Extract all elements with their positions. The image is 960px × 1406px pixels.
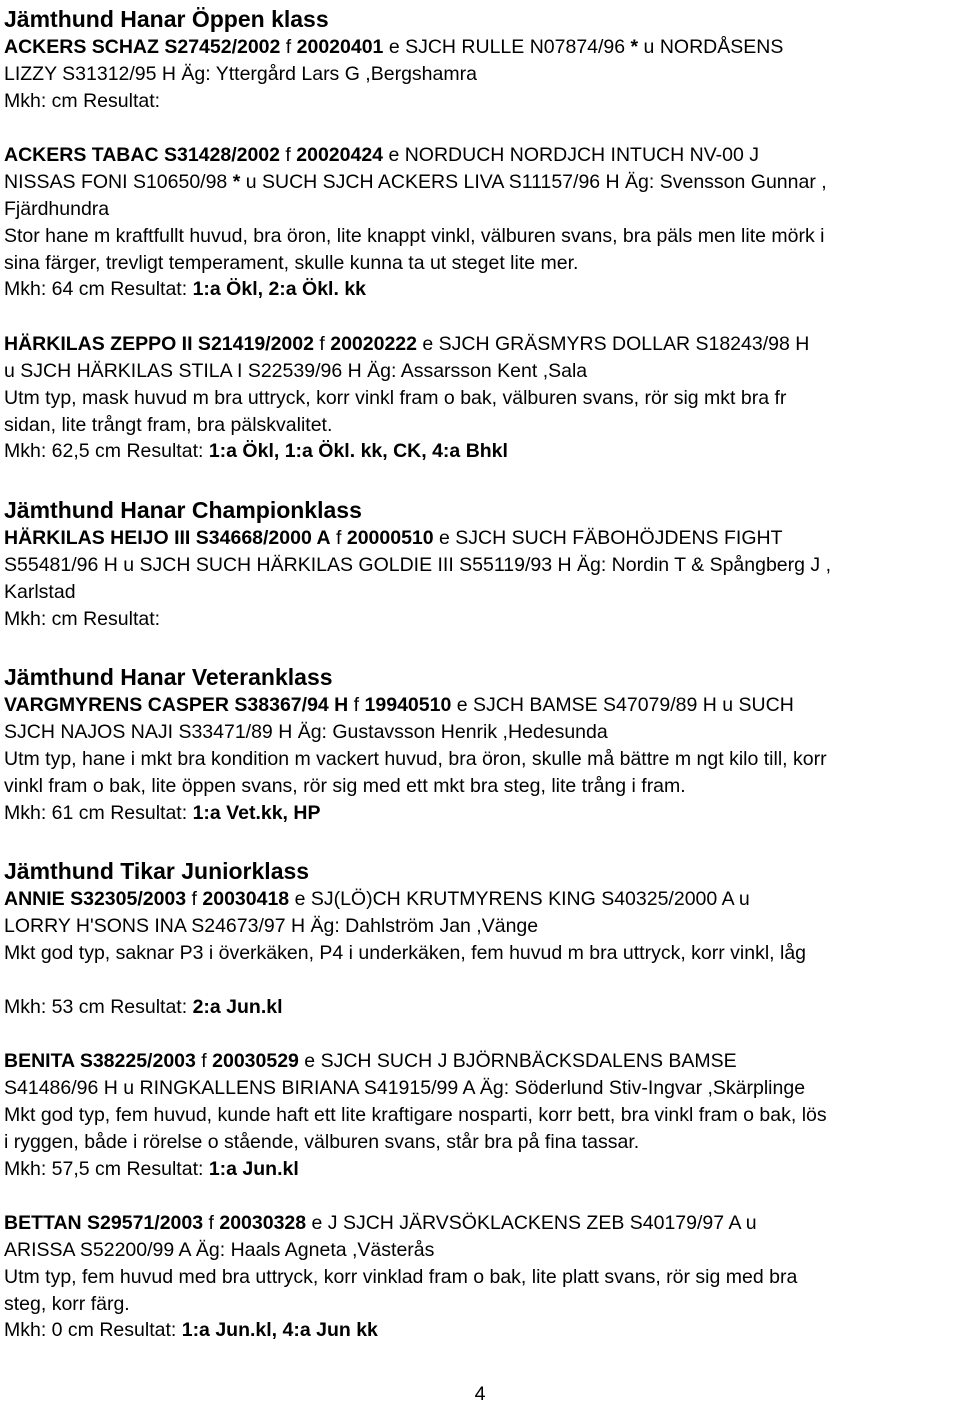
pedigree-line (4, 196, 956, 223)
pedigree-bold-text: HÄRKILAS HEIJO III S34668/2000 A (4, 527, 331, 550)
results-page (4, 4, 956, 1344)
pedigree-text: S55481/96 H u SJCH SUCH HÄRKILAS GOLDIE III S55119/93 H Äg: Nordin T & Spångberg J , (4, 553, 831, 576)
dog-entry (4, 34, 956, 114)
pedigree-line (4, 142, 956, 169)
pedigree-text: f (313, 333, 331, 356)
class-heading: Jämthund Hanar Öppen klass (4, 6, 329, 32)
entry-spacer (4, 114, 956, 142)
result-label: Mkh: 62,5 cm Resultat: (4, 440, 209, 463)
pedigree-line (4, 1237, 956, 1264)
result-label: Mkh: 64 cm Resultat: (4, 278, 193, 301)
entry-spacer (4, 1020, 956, 1048)
pedigree-text: u SUCH SJCH ACKERS LIVA S11157/96 H Äg: Svensson Gunnar , (240, 171, 827, 194)
class-heading: Jämthund Tikar Juniorklass (4, 858, 310, 885)
pedigree-line (4, 719, 956, 746)
pedigree-bold-text: 19940510 (364, 694, 452, 717)
result-award: 2:a Jun.kl (192, 995, 283, 1018)
dog-entry (4, 886, 956, 1020)
pedigree-bold-text: BETTAN S29571/2003 (4, 1212, 204, 1235)
pedigree-bold-text: BENITA S38225/2003 (4, 1050, 196, 1073)
pedigree-bold-text: VARGMYRENS CASPER S38367/94 H (4, 694, 349, 717)
pedigree-bold-text: ACKERS TABAC S31428/2002 (4, 144, 280, 167)
pedigree-bold-text: 20000510 (346, 527, 434, 550)
pedigree-text: SJCH NAJOS NAJI S33471/89 H Äg: Gustavsson Henrik ,Hedesunda (4, 721, 608, 744)
pedigree-bold-text: ANNIE S32305/2003 (4, 888, 187, 911)
result-label: Mkh: 57,5 cm Resultat: (4, 1157, 209, 1180)
pedigree-text: e SJCH BAMSE S47079/89 H u SUCH (451, 694, 794, 717)
pedigree-line (4, 886, 956, 913)
result-label: Mkh: cm Resultat: (4, 607, 161, 630)
result-label: Mkh: 0 cm Resultat: (4, 1319, 182, 1342)
class-section (4, 495, 956, 632)
entry-spacer (4, 303, 956, 331)
section-spacer (4, 826, 956, 856)
pedigree-text: u NORDÅSENS (638, 36, 784, 58)
pedigree-text: e SJCH SUCH J BJÖRNBÄCKSDALENS BAMSE (298, 1050, 737, 1073)
pedigree-text: LORRY H'SONS INA S24673/97 H Äg: Dahlström Jan ,Vänge (4, 915, 539, 938)
pedigree-text: f (280, 144, 297, 167)
pedigree-bold-text: * (630, 36, 639, 58)
result-line (4, 1156, 956, 1183)
pedigree-line (4, 358, 956, 385)
class-section (4, 856, 956, 1344)
pedigree-bold-text: 20030529 (212, 1050, 299, 1073)
result-award: 1:a Ökl, 1:a Ökl. kk, CK, 4:a Bhkl (208, 440, 508, 463)
class-heading: Jämthund Hanar Championklass (4, 497, 362, 524)
critique-line: Stor hane m kraftfullt huvud, bra öron, lite knappt vinkl, välburen svans, bra päls men lite mörk i (4, 224, 825, 247)
critique-line: steg, korr färg. (4, 1292, 130, 1315)
pedigree-text: Fjärdhundra (4, 197, 110, 220)
pedigree-line (4, 169, 956, 196)
pedigree-text: e SJCH SUCH FÄBOHÖJDENS FIGHT (433, 527, 783, 550)
pedigree-text: ARISSA S52200/99 A Äg: Haals Agneta ,Västerås (4, 1239, 435, 1262)
pedigree-bold-text: 20020424 (296, 144, 384, 167)
pedigree-text: Karlstad (4, 580, 76, 603)
pedigree-text: e SJCH GRÄSMYRS DOLLAR S18243/98 H (417, 333, 810, 356)
pedigree-line (4, 913, 956, 940)
pedigree-text: f (186, 888, 203, 911)
result-award: 1:a Vet.kk, HP (192, 801, 321, 824)
pedigree-line (4, 525, 956, 552)
pedigree-line (4, 692, 956, 719)
pedigree-line (4, 1075, 956, 1102)
result-line (4, 606, 956, 633)
result-line (4, 800, 956, 827)
critique-line: Utm typ, hane i mkt bra kondition m vackert huvud, bra öron, skulle må bättre m ngt kilo till, korr (4, 747, 827, 770)
result-line (4, 438, 956, 465)
pedigree-text: u SJCH HÄRKILAS STILA I S22539/96 H Äg: Assarsson Kent ,Sala (4, 359, 588, 382)
section-spacer (4, 632, 956, 662)
pedigree-text: S41486/96 H u RINGKALLENS BIRIANA S41915/99 A Äg: Söderlund Stiv-Ingvar ,Skärplinge (4, 1077, 806, 1100)
critique-line: i ryggen, både i rörelse o stående, välburen svans, står bra på fina tassar. (4, 1130, 640, 1153)
dog-entry (4, 142, 956, 303)
pedigree-line (4, 1048, 956, 1075)
pedigree-text: f (280, 36, 297, 58)
pedigree-text: e SJCH RULLE N07874/96 (383, 36, 631, 58)
pedigree-bold-text: 20020222 (330, 333, 417, 356)
entry-spacer (4, 1182, 956, 1210)
result-label: Mkh: 53 cm Resultat: (4, 995, 193, 1018)
pedigree-line (4, 331, 956, 358)
critique-line (4, 967, 956, 994)
pedigree-text: f (195, 1050, 213, 1073)
result-award: 1:a Jun.kl, 4:a Jun kk (181, 1319, 378, 1342)
section-spacer (4, 465, 956, 495)
result-line (4, 88, 956, 115)
dog-entry (4, 1048, 956, 1182)
pedigree-text: NISSAS FONI S10650/98 (4, 171, 233, 194)
class-section (4, 4, 956, 465)
critique-line: Mkt god typ, fem huvud, kunde haft ett lite kraftigare nosparti, korr bett, bra vinkl fram o bak, lös (4, 1103, 827, 1126)
result-line (4, 994, 956, 1021)
pedigree-line (4, 34, 956, 61)
dog-entry (4, 331, 956, 465)
dog-entry (4, 1210, 956, 1344)
critique-line: sina färger, trevligt temperament, skulle kunna ta ut steget lite mer. (4, 251, 579, 274)
class-section (4, 662, 956, 826)
dog-entry (4, 525, 956, 632)
critique-line: Utm typ, fem huvud med bra uttryck, korr vinklad fram o bak, lite platt svans, rör sig med bra (4, 1265, 798, 1288)
result-award: 1:a Jun.kl (208, 1157, 299, 1180)
pedigree-bold-text: ACKERS SCHAZ S27452/2002 (4, 36, 281, 58)
pedigree-line (4, 579, 956, 606)
critique-line: Utm typ, mask huvud m bra uttryck, korr vinkl fram o bak, välburen svans, rör sig mkt bra fr (4, 386, 787, 409)
pedigree-text: f (330, 527, 347, 550)
pedigree-bold-text: HÄRKILAS ZEPPO II S21419/2002 (4, 333, 314, 356)
class-heading: Jämthund Hanar Veteranklass (4, 664, 333, 691)
result-line (4, 1317, 956, 1344)
critique-line: sidan, lite trångt fram, bra pälskvalitet. (4, 413, 333, 436)
critique-line: Mkt god typ, saknar P3 i överkäken, P4 i underkäken, fem huvud m bra uttryck, korr vinkl, låg (4, 941, 807, 964)
pedigree-text: f (203, 1212, 220, 1235)
pedigree-bold-text: 20030418 (202, 888, 290, 911)
pedigree-text: LIZZY S31312/95 H Äg: Yttergård Lars G ,Bergshamra (4, 62, 477, 85)
pedigree-bold-text: * (232, 171, 241, 194)
pedigree-bold-text: 20030328 (219, 1212, 307, 1235)
pedigree-text: e SJ(LÖ)CH KRUTMYRENS KING S40325/2000 A u (289, 888, 750, 911)
result-label: Mkh: 61 cm Resultat: (4, 801, 193, 824)
pedigree-line (4, 1210, 956, 1237)
pedigree-text: f (348, 694, 365, 717)
result-award: 1:a Ökl, 2:a Ökl. kk (192, 278, 367, 301)
pedigree-bold-text: 20020401 (296, 36, 384, 58)
result-label: Mkh: cm Resultat: (4, 89, 161, 112)
page-number: 4 (474, 1383, 486, 1405)
pedigree-line (4, 61, 956, 88)
pedigree-text: e J SJCH JÄRVSÖKLACKENS ZEB S40179/97 A u (306, 1212, 757, 1235)
critique-line: vinkl fram o bak, lite öppen svans, rör sig med ett mkt bra steg, lite trång i fram. (4, 774, 686, 797)
pedigree-text: e NORDUCH NORDJCH INTUCH NV-00 J (383, 144, 759, 167)
pedigree-line (4, 552, 956, 579)
dog-entry (4, 692, 956, 826)
result-line (4, 276, 956, 303)
